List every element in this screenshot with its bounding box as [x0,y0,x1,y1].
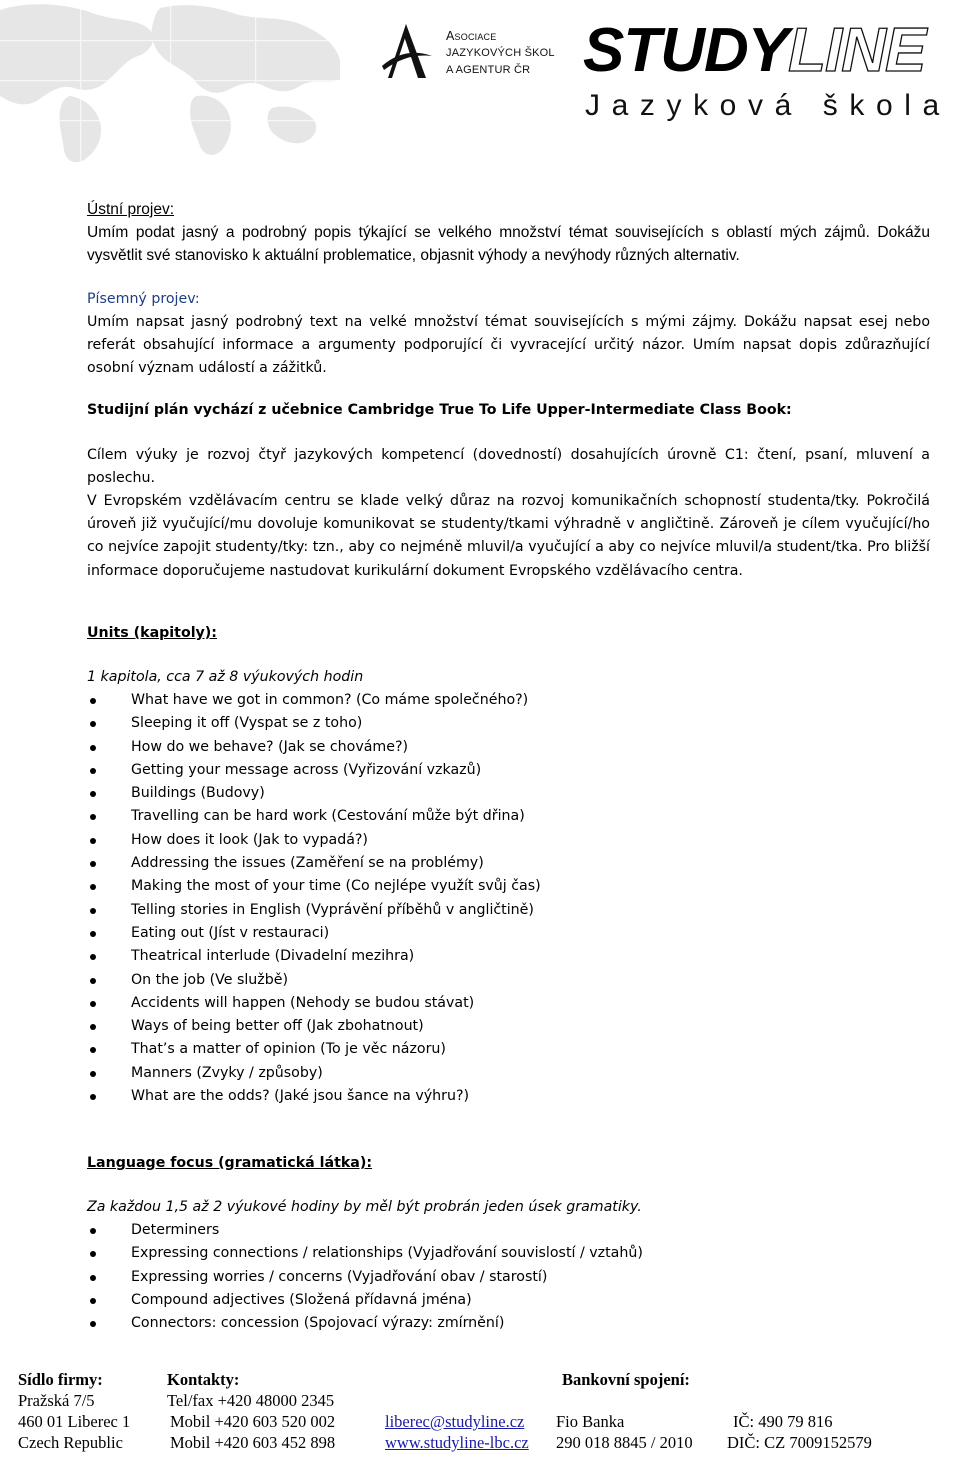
unit-item [87,945,930,968]
bullet-icon [90,838,96,844]
units-note: 1 kapitola, cca 7 až 8 výukových hodin [87,669,364,685]
units-list [87,689,930,1108]
page-footer [0,1365,960,1457]
unit-item-text: Theatrical interlude (Divadelní mezihra) [131,948,415,965]
association-line-3: A AGENTUR ČR [446,64,531,76]
oral-title: Ústní projev: [87,201,175,218]
grammar-heading: Language focus (gramatická látka): [87,1155,373,1171]
footer-seat-line-1: Pražská 7/5 [18,1391,95,1410]
unit-item-text: That’s a matter of opinion (To je věc názoru) [131,1041,446,1058]
footer-email-link[interactable]: liberec@studyline.cz [385,1412,525,1431]
written-text: Umím napsat jasný podrobný text na velké množství témat souvisejících s mými zájmy. Dokážu napsat esej nebo referát obsahující informace a argumenty podporující či vyvracející určitý názor. Umím napsat dopis zdůrazňující osobní význam událostí a zážitků. [87,314,930,377]
unit-item-text: Making the most of your time (Co nejlépe využít svůj čas) [131,878,541,895]
page-header [0,0,960,165]
unit-item [87,1085,930,1108]
bullet-icon [90,721,96,727]
footer-web-link[interactable]: www.studyline-lbc.cz [385,1433,529,1452]
footer-ic: IČ: 490 79 816 [733,1412,833,1431]
plan-para-2: V Evropském vzdělávacím centru se klade velký důraz na rozvoj komunikačních schopností studenta/tky. Pokročilá úroveň již vyučující/mu dovoluje komunikovat se studenty/tkami výhradně v angličtině. Zároveň je cílem vyučující/ho co nejvíce zapojit studenty/tky: tzn., aby co nejméně mluvil/a vyučující a aby co nejvíce mluvil/a student/tka. Pro bližší informace doporučujeme nastudovat kurikulární dokument Evropského vzdělávacího centra. [87,493,930,579]
unit-item [87,782,930,805]
footer-seat-label: Sídlo firmy: [18,1370,103,1389]
bullet-icon [90,814,96,820]
unit-item-text: Telling stories in English (Vyprávění příběhů v angličtině) [131,901,534,918]
bullet-icon [90,1298,96,1304]
bullet-icon [90,1275,96,1281]
bullet-icon [90,1047,96,1053]
unit-item-text: Buildings (Budovy) [131,785,265,802]
footer-contact-mobile-1: Mobil +420 603 520 002 [170,1412,336,1431]
unit-item [87,1015,930,1038]
grammar-item [87,1289,930,1312]
unit-item [87,829,930,852]
unit-item-text: Manners (Zvyky / způsoby) [131,1064,323,1081]
unit-item [87,969,930,992]
grammar-item-text: Connectors: concession (Spojovací výrazy: zmírnění) [131,1315,505,1332]
bullet-icon [90,768,96,774]
unit-item-text: Getting your message across (Vyřizování vzkazů) [131,761,482,778]
unit-item [87,992,930,1015]
bullet-icon [90,1024,96,1030]
grammar-list [87,1219,930,1335]
bullet-icon [90,908,96,914]
unit-item [87,1038,930,1061]
footer-contact-mobile-2: Mobil +420 603 452 898 [170,1433,336,1452]
studyline-logo [583,18,925,84]
footer-contacts-label: Kontakty: [167,1370,240,1389]
association-line-2: JAZYKOVÝCH ŠKOL [446,47,555,59]
unit-item [87,805,930,828]
grammar-note: Za každou 1,5 až 2 výukové hodiny by měl být probrán jeden úsek gramatiky. [87,1199,642,1215]
unit-item [87,852,930,875]
unit-item-text: Accidents will happen (Nehody se budou stávat) [131,994,475,1011]
footer-bank-account: 290 018 8845 / 2010 [556,1433,693,1452]
grammar-item [87,1219,930,1242]
grammar-item-text: Expressing connections / relationships (Vyjadřování souvislostí / vztahů) [131,1245,643,1262]
bullet-icon [90,745,96,751]
grammar-item [87,1312,930,1335]
unit-item-text: On the job (Ve službě) [131,971,289,988]
unit-item [87,712,930,735]
unit-item [87,759,930,782]
association-name [446,28,555,79]
unit-item [87,875,930,898]
oral-text: Umím podat jasný a podrobný popis týkající se velkého množství témat souvisejících s oblastí mých zájmů. Dokážu vysvětlit své stanovisko k aktuální problematice, objasnit výhody a nevýhody různých alternativ. [87,224,930,264]
world-map-graphic [0,0,340,165]
association-a-mark-icon [380,22,432,80]
bullet-icon [90,931,96,937]
unit-item-text: What have we got in common? (Co máme společného?) [131,692,529,708]
association-line-1: Asociace [446,29,497,43]
unit-item-text: Addressing the issues (Zaměření se na problémy) [131,855,484,872]
unit-item [87,736,930,759]
bullet-icon [90,1228,96,1234]
bullet-icon [90,791,96,797]
studyline-logo-study: STUDY [583,16,789,85]
bullet-icon [90,1071,96,1077]
grammar-item [87,1266,930,1289]
footer-seat-line-2: 460 01 Liberec 1 [18,1412,131,1431]
plan-para-1: Cílem výuky je rozvoj čtyř jazykových kompetencí (dovedností) dosahujících úrovně C1: čtení, psaní, mluvení a poslechu. [87,447,930,487]
grammar-item-text: Compound adjectives (Složená přídavná jména) [131,1291,472,1308]
footer-bank-name: Fio Banka [556,1412,625,1431]
bullet-icon [90,698,96,704]
unit-item [87,899,930,922]
unit-item-text: How do we behave? (Jak se chováme?) [131,738,409,755]
bullet-icon [90,1251,96,1257]
bullet-icon [90,954,96,960]
bullet-icon [90,978,96,984]
unit-item-text: What are the odds? (Jaké jsou šance na výhru?) [131,1088,470,1105]
grammar-item-text: Determiners [131,1222,220,1238]
footer-bank-label: Bankovní spojení: [562,1370,690,1389]
bullet-icon [90,861,96,867]
unit-item [87,1062,930,1085]
unit-item-text: Travelling can be hard work (Cestování může být dřina) [131,808,525,825]
unit-item-text: How does it look (Jak to vypadá?) [131,831,368,848]
plan-heading: Studijní plán vychází z učebnice Cambridge True To Life Upper-Intermediate Class Book: [87,402,792,418]
footer-dic: DIČ: CZ 7009152579 [727,1433,872,1452]
unit-item [87,689,930,712]
school-subtitle: Jazyková škola [585,89,951,122]
unit-item-text: Ways of being better off (Jak zbohatnout) [131,1018,424,1035]
studyline-logo-line: LINE [788,16,926,85]
bullet-icon [90,884,96,890]
bullet-icon [90,1094,96,1100]
unit-item-text: Eating out (Jíst v restauraci) [131,924,330,941]
unit-item-text: Sleeping it off (Vyspat se z toho) [131,715,363,732]
grammar-item [87,1242,930,1265]
written-title: Písemný projev: [87,291,200,307]
bullet-icon [90,1001,96,1007]
unit-item [87,922,930,945]
bullet-icon [90,1321,96,1327]
grammar-item-text: Expressing worries / concerns (Vyjadřování obav / starostí) [131,1268,548,1285]
units-heading: Units (kapitoly): [87,625,217,641]
footer-seat-line-3: Czech Republic [18,1433,123,1452]
footer-contact-phone-fax: Tel/fax +420 48000 2345 [167,1391,335,1410]
association-logo [380,22,560,82]
